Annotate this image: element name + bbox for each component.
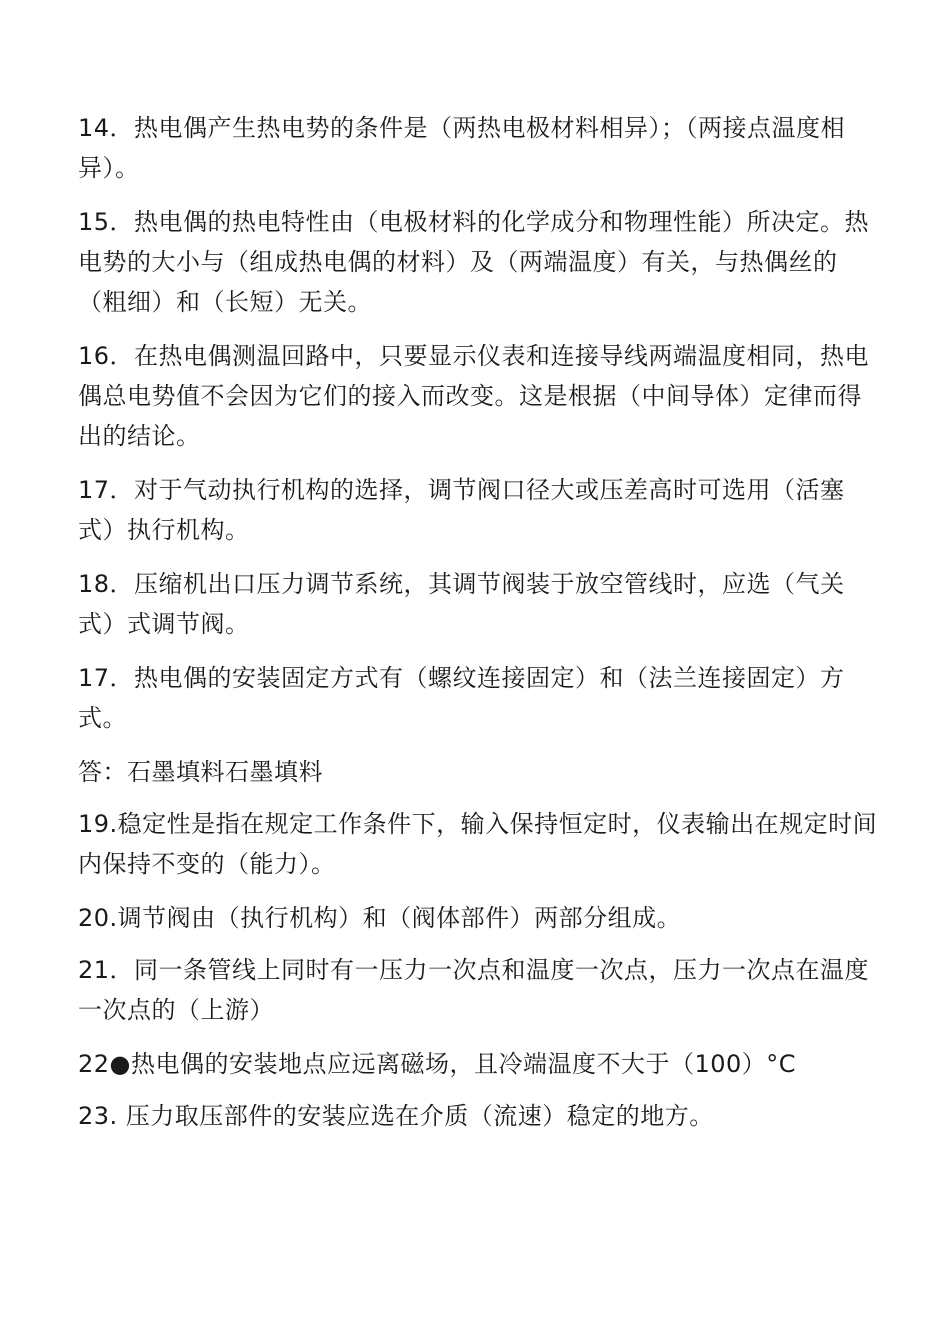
question-21: 21．同一条管线上同时有一压力一次点和温度一次点，压力一次点在温度一次点的（上游） (78, 956, 870, 1024)
question-20: 20.调节阀由（执行机构）和（阀体部件）两部分组成。 (78, 904, 682, 932)
question-22: 22●热电偶的安装地点应远离磁场，且冷端温度不大于（100）°C (78, 1050, 797, 1078)
document-body (78, 108, 878, 1148)
answer-line: 答：石墨填料石墨填料 (78, 758, 323, 786)
question-17-thermocouple-mount: 17．热电偶的安装固定方式有（螺纹连接固定）和（法兰连接固定）方式。 (78, 664, 845, 732)
question-15: 15．热电偶的热电特性由（电极材料的化学成分和物理性能）所决定。热电势的大小与（组成热电偶的材料）及（两端温度）有关，与热偶丝的（粗细）和（长短）无关。 (78, 208, 870, 316)
question-23: 23. 压力取压部件的安装应选在介质（流速）稳定的地方。 (78, 1102, 714, 1130)
question-18: 18．压缩机出口压力调节系统，其调节阀装于放空管线时，应选（气关式）式调节阀。 (78, 570, 845, 638)
question-16: 16．在热电偶测温回路中，只要显示仪表和连接导线两端温度相同，热电偶总电势值不会因为它们的接入而改变。这是根据（中间导体）定律而得出的结论。 (78, 342, 870, 450)
question-14: 14．热电偶产生热电势的条件是（两热电极材料相异）；（两接点温度相异）。 (78, 114, 846, 182)
question-19: 19.稳定性是指在规定工作条件下，输入保持恒定时，仪表输出在规定时间内保持不变的（能力）。 (78, 810, 878, 878)
question-17-actuator: 17．对于气动执行机构的选择，调节阀口径大或压差高时可选用（活塞式）执行机构。 (78, 476, 845, 544)
